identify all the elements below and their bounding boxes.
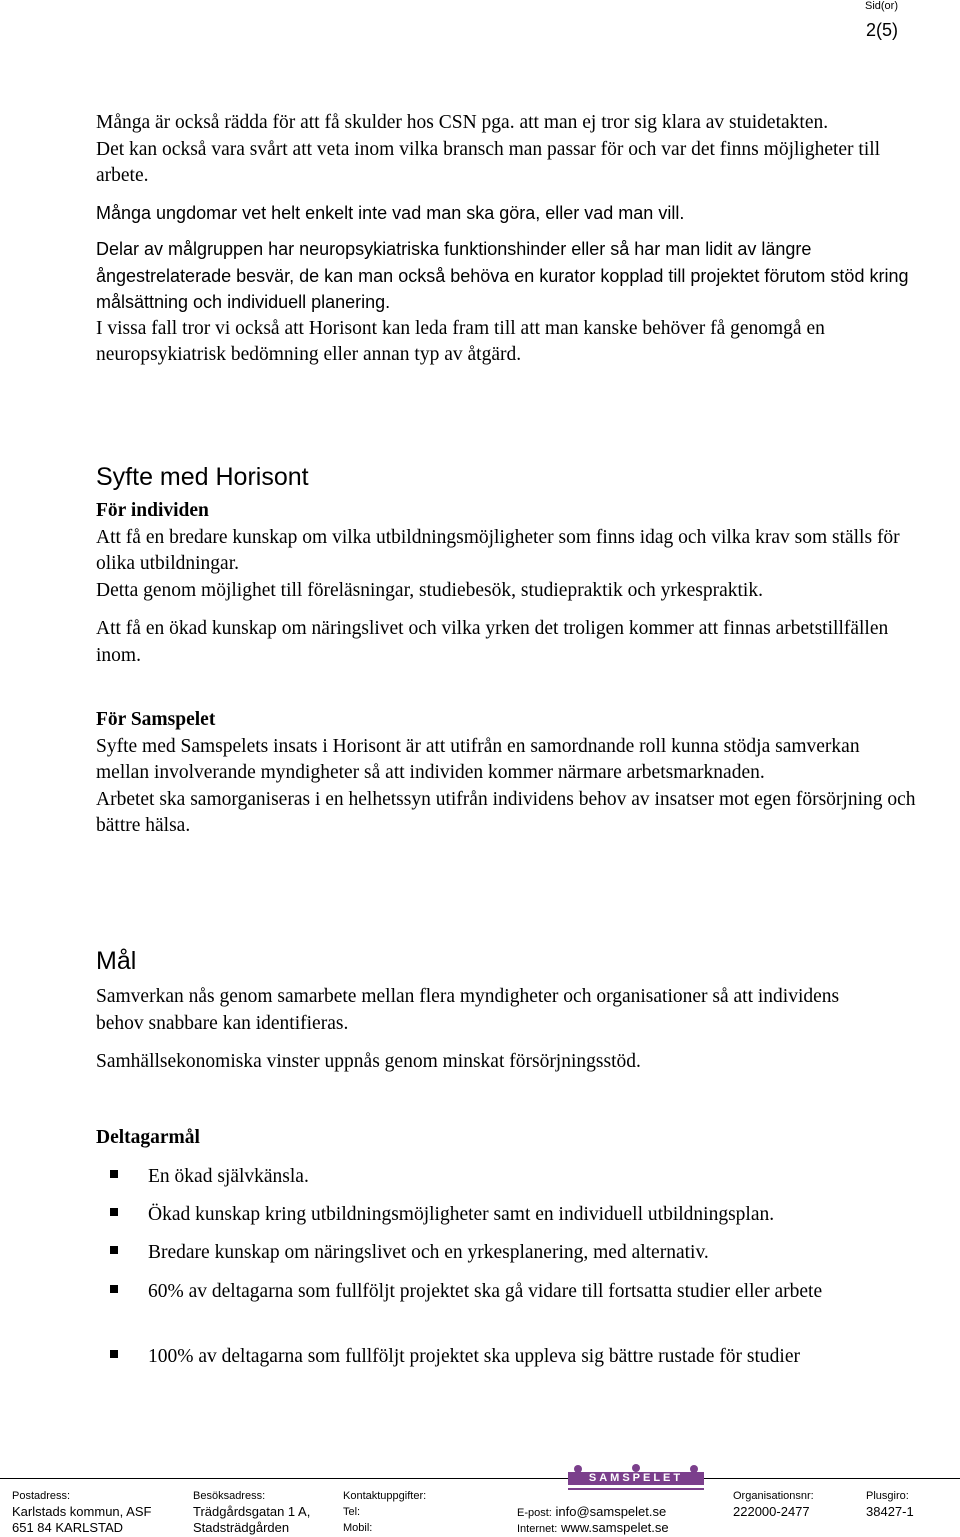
postadress-line: 651 84 KARLSTAD <box>12 1520 124 1535</box>
epost-link[interactable]: info@samspelet.se <box>555 1504 667 1519</box>
kontakt-label: Kontaktuppgifter: <box>343 1490 427 1502</box>
intro-paragraph: Det kan också vara svårt att veta inom vilka bransch man passar för och var det finns möjligheter till arbete. <box>96 138 881 186</box>
list-item: Ökad kunskap kring utbildningsmöjligheter samt en individuell utbildningsplan. <box>102 1201 912 1228</box>
section-heading: Syfte med Horisont <box>96 463 309 491</box>
subheading: För Samspelet <box>96 709 216 730</box>
list-item: Bredare kunskap om näringslivet och en yrkesplanering, med alternativ. <box>102 1239 912 1266</box>
list-item: 100% av deltagarna som fullföljt projektet ska uppleva sig bättre rustade för studier <box>102 1343 882 1370</box>
syfte-section <box>96 462 916 840</box>
footer-org <box>733 1488 814 1520</box>
subheading: Deltagarmål <box>96 1127 200 1148</box>
page-label: Sid(or) <box>864 0 898 12</box>
org-number: 222000-2477 <box>733 1504 810 1519</box>
intro-paragraph: Många ungdomar vet helt enkelt inte vad man ska göra, eller vad man vill. <box>96 202 685 223</box>
paragraph: Samverkan nås genom samarbete mellan flera myndigheter och organisationer så att individens behov snabbare kan identifieras. <box>96 986 840 1034</box>
internet-link[interactable]: www.samspelet.se <box>560 1520 669 1535</box>
footer-internet <box>517 1520 669 1537</box>
besok-line: Trädgårdsgatan 1 A, <box>193 1504 311 1519</box>
bullet-icon <box>110 1350 118 1358</box>
internet-label: Internet: <box>517 1523 558 1535</box>
besok-label: Besöksadress: <box>193 1490 266 1502</box>
mobil-label: Mobil: <box>343 1522 373 1534</box>
footer-plusgiro <box>866 1488 914 1520</box>
intro-section <box>96 110 916 369</box>
bullet-icon <box>110 1246 118 1254</box>
deltagarmal-heading-wrap <box>96 1125 916 1152</box>
footer-postadress <box>12 1488 151 1536</box>
plusgiro-number: 38427-1 <box>866 1504 914 1519</box>
list-item: En ökad självkänsla. <box>102 1163 912 1190</box>
paragraph: Att få en bredare kunskap om vilka utbildningsmöjligheter som finns idag och vilka krav som ställs för olika utbildningar. <box>96 526 900 574</box>
besok-line: Stadsträdgården <box>193 1520 290 1535</box>
org-label: Organisationsnr: <box>733 1490 814 1502</box>
footer-kontakt <box>343 1488 426 1536</box>
footer-divider <box>0 1478 960 1479</box>
intro-paragraph: Delar av målgruppen har neuropsykiatriska funktionshinder eller så har man lidit av längre ångestrelaterade besvär, de kan man också behöva en kurator kopplad till projektet förutom stöd kring målsättning och individuell planering. <box>96 239 909 312</box>
intro-paragraph: Många är också rädda för att få skulder hos CSN pga. att man ej tror sig klara av stuidetakten. <box>96 112 829 133</box>
plusgiro-label: Plusgiro: <box>866 1490 909 1502</box>
list-item: 60% av deltagarna som fullföljt projektet ska gå vidare till fortsatta studier eller arbete <box>102 1278 902 1305</box>
samspelet-logo <box>566 1463 706 1493</box>
bullet-icon <box>110 1170 118 1178</box>
footer-epost <box>517 1504 666 1521</box>
postadress-label: Postadress: <box>12 1490 71 1502</box>
page-number: 2(5) <box>865 20 898 40</box>
epost-label: E-post: <box>517 1507 552 1519</box>
bullet-icon <box>110 1285 118 1293</box>
subheading: För individen <box>96 500 209 521</box>
paragraph: Arbetet ska samorganiseras i en helhetssyn utifrån individens behov av insatser mot egen försörjning och bättre hälsa. <box>96 788 916 836</box>
paragraph: Detta genom möjlighet till föreläsningar, studiebesök, studiepraktik och yrkespraktik. <box>96 579 763 601</box>
paragraph: Samhällsekonomiska vinster uppnås genom minskat försörjningsstöd. <box>96 1051 641 1072</box>
paragraph: Att få en ökad kunskap om näringslivet och vilka yrken det troligen kommer att finnas arbetstillfällen inom. <box>96 618 889 666</box>
bullet-icon <box>110 1208 118 1216</box>
logo-text: SAMSPELET <box>588 1472 684 1484</box>
intro-paragraph: I vissa fall tror vi också att Horisont kan leda fram till att man kanske behöver få genomgå en neuropsykiatrisk bedömning eller annan typ av åtgärd. <box>96 317 825 365</box>
footer-besoksadress <box>193 1488 310 1536</box>
section-heading: Mål <box>96 947 137 975</box>
postadress-line: Karlstads kommun, ASF <box>12 1504 152 1519</box>
tel-label: Tel: <box>343 1506 361 1518</box>
mal-section <box>96 946 916 1076</box>
paragraph: Syfte med Samspelets insats i Horisont är att utifrån en samordnande roll kunna stödja samverkan mellan involverande myndigheter så att individen kommer närmare arbetsmarknaden. <box>96 735 860 783</box>
